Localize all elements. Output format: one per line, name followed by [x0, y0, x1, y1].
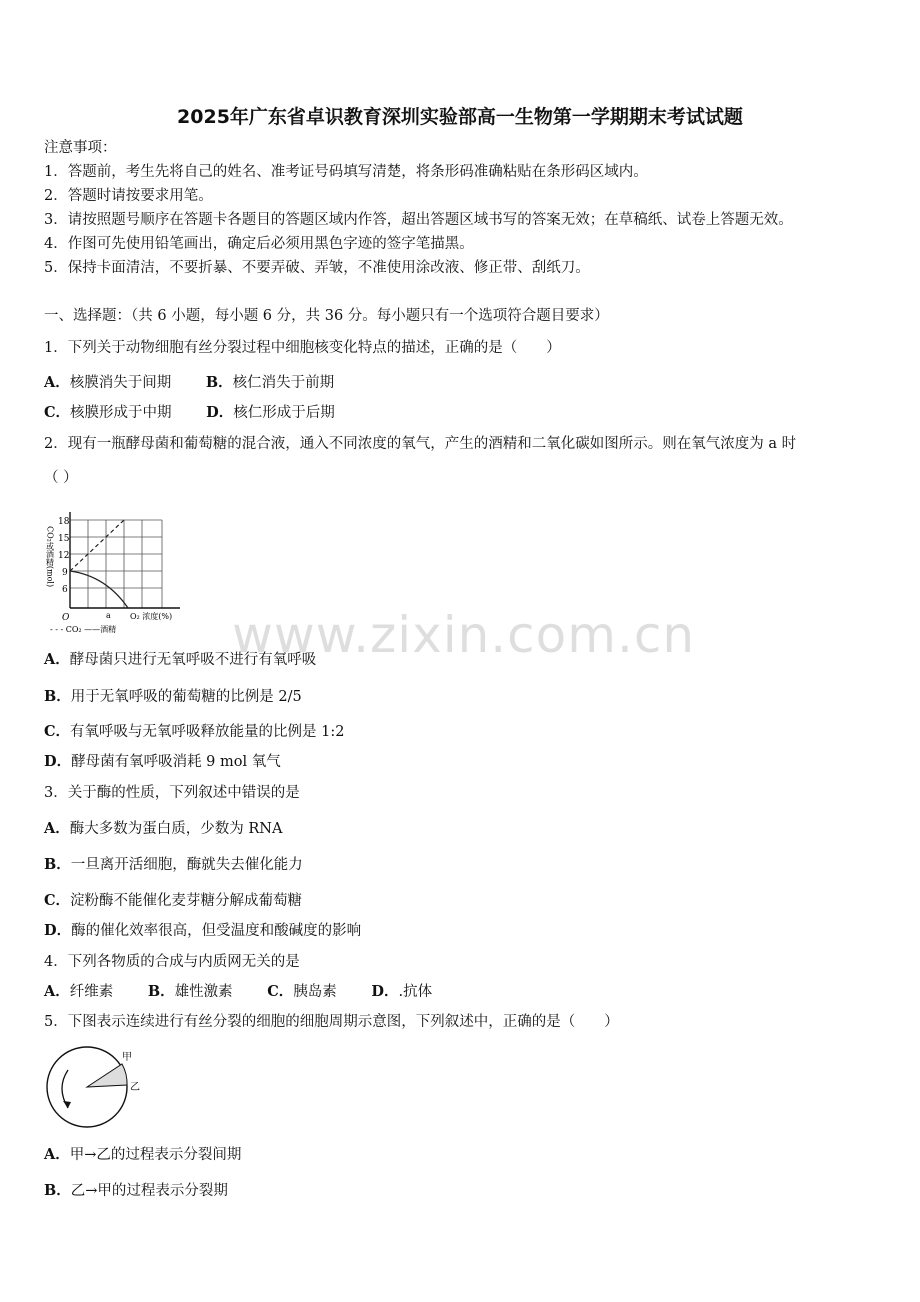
option-text: 酵母菌有氧呼吸消耗 9 mol 氧气 [71, 754, 281, 770]
x-axis-label: O₂ 浓度(%) [130, 612, 173, 621]
option-text: 酶的催化效率很高，但受温度和酸碱度的影响 [71, 923, 362, 939]
note-item: 2．答题时请按要求用笔。 [44, 188, 213, 204]
y-tick: 9 [62, 568, 68, 578]
graph-grid [70, 520, 162, 608]
y-tick: 12 [58, 551, 70, 561]
respiration-graph [42, 508, 202, 638]
section-heading: 一、选择题：（共 6 小题，每小题 6 分，共 36 分。每小题只有一个选项符合题目要求） [44, 308, 609, 324]
option-c[interactable] [267, 982, 337, 1002]
option-a[interactable] [44, 819, 282, 839]
option-b[interactable] [206, 373, 334, 393]
note-item: 5．保持卡面清洁，不要折暴、不要弄破、弄皱，不准使用涂改液、修正带、刮纸刀。 [44, 260, 590, 276]
note-item: 4．作图可先使用铅笔画出，确定后必须用黑色字迹的签字笔描黑。 [44, 236, 474, 252]
option-b[interactable] [148, 982, 233, 1002]
option-text: 核膜消失于间期 [69, 375, 172, 391]
question-2-stem: 2．现有一瓶酵母菌和葡萄糖的混合液，通入不同浓度的氧气，产生的酒精和二氧化碳如图所示。则在氧气浓度为 a 时 [44, 436, 797, 452]
option-text: 核仁形成于后期 [233, 405, 335, 421]
option-text: 乙→甲的过程表示分裂期 [70, 1183, 228, 1199]
option-c[interactable] [44, 722, 345, 742]
watermark: www.zixin.com.cn [232, 606, 696, 664]
option-c[interactable] [44, 891, 302, 911]
option-text: 胰岛素 [293, 984, 337, 1000]
option-d[interactable] [44, 921, 361, 941]
page-title: 2025年广东省卓识教育深圳实验部高一生物第一学期期末考试试题 [177, 106, 743, 128]
option-label: C． [267, 983, 294, 1000]
option-text: 一旦离开活细胞，酶就失去催化能力 [70, 857, 303, 873]
option-label: B． [44, 688, 71, 705]
option-label: B． [147, 983, 175, 1000]
option-text: 有氧呼吸与无氧呼吸释放能量的比例是 1:2 [70, 724, 345, 740]
option-label: B． [44, 1182, 71, 1199]
option-b[interactable] [44, 1181, 228, 1201]
y-tick: 15 [58, 534, 70, 544]
question-3-stem: 3．关于酶的性质，下列叙述中错误的是 [44, 785, 300, 801]
y-tick: 6 [62, 585, 68, 595]
label-jia: 甲 [122, 1052, 132, 1063]
graph-legend: - - - CO₂ ——酒精 [50, 625, 117, 634]
option-label: C． [44, 723, 71, 740]
option-label: A． [44, 374, 70, 391]
option-label: D． [371, 983, 399, 1000]
question-1-stem: 1．下列关于动物细胞有丝分裂过程中细胞核变化特点的描述，正确的是（ ） [44, 340, 561, 356]
option-text: 雄性激素 [174, 984, 233, 1000]
notes-heading: 注意事项： [44, 140, 117, 156]
option-a[interactable] [44, 982, 113, 1002]
option-text: 用于无氧呼吸的葡萄糖的比例是 2/5 [70, 689, 302, 705]
option-b[interactable] [44, 855, 303, 875]
option-text: 甲→乙的过程表示分裂间期 [69, 1147, 242, 1163]
co2-curve [70, 520, 124, 571]
option-label: D． [44, 753, 72, 770]
option-label: D． [206, 404, 234, 421]
option-label: C． [44, 404, 71, 421]
question-2-stem-cont: （ ） [44, 470, 78, 486]
option-a[interactable] [44, 650, 316, 670]
option-label: A． [44, 983, 70, 1000]
division-sector [87, 1064, 127, 1087]
option-label: B． [44, 856, 71, 873]
label-yi: 乙 [130, 1082, 140, 1093]
question-1-options-row-1 [44, 373, 364, 393]
option-label: D． [44, 922, 72, 939]
option-b[interactable] [44, 687, 302, 707]
option-a[interactable] [44, 1145, 241, 1165]
question-1-options-row-2 [44, 403, 365, 423]
option-text: 核膜形成于中期 [70, 405, 172, 421]
y-axis-label: CO₂或酒精(mol) [45, 526, 55, 588]
option-text: 淀粉酶不能催化麦芽糖分解成葡萄糖 [70, 893, 303, 909]
option-text: 核仁消失于前期 [232, 375, 335, 391]
option-text: 酶大多数为蛋白质，少数为 RNA [69, 821, 283, 837]
y-tick: 18 [58, 517, 70, 527]
option-text: .抗体 [398, 984, 433, 1000]
question-4-options [44, 982, 462, 1002]
option-text: 纤维素 [69, 984, 114, 1000]
option-c[interactable] [44, 403, 172, 423]
cell-cycle-diagram [42, 1040, 152, 1135]
option-label: A． [44, 1146, 70, 1163]
x-mark-a: a [106, 611, 111, 620]
note-item: 1．答题前，考生先将自己的姓名、准考证号码填写清楚，将条形码准确粘贴在条形码区域内。 [44, 164, 648, 180]
option-label: C． [44, 892, 71, 909]
origin-label: O [62, 613, 70, 623]
question-5-stem: 5．下图表示连续进行有丝分裂的细胞的细胞周期示意图，下列叙述中，正确的是（ ） [44, 1014, 619, 1030]
option-label: A． [44, 820, 70, 837]
note-item: 3．请按照题号顺序在答题卡各题目的答题区域内作答，超出答题区域书写的答案无效；在草稿纸、试卷上答题无效。 [44, 212, 793, 228]
alcohol-curve [70, 571, 128, 608]
option-d[interactable] [206, 403, 335, 423]
option-d[interactable] [371, 982, 432, 1002]
option-label: A． [44, 651, 70, 668]
option-a[interactable] [44, 373, 171, 393]
option-text: 酵母菌只进行无氧呼吸不进行有氧呼吸 [69, 652, 317, 668]
option-d[interactable] [44, 752, 281, 772]
option-label: B． [205, 374, 233, 391]
question-4-stem: 4．下列各物质的合成与内质网无关的是 [44, 954, 300, 970]
